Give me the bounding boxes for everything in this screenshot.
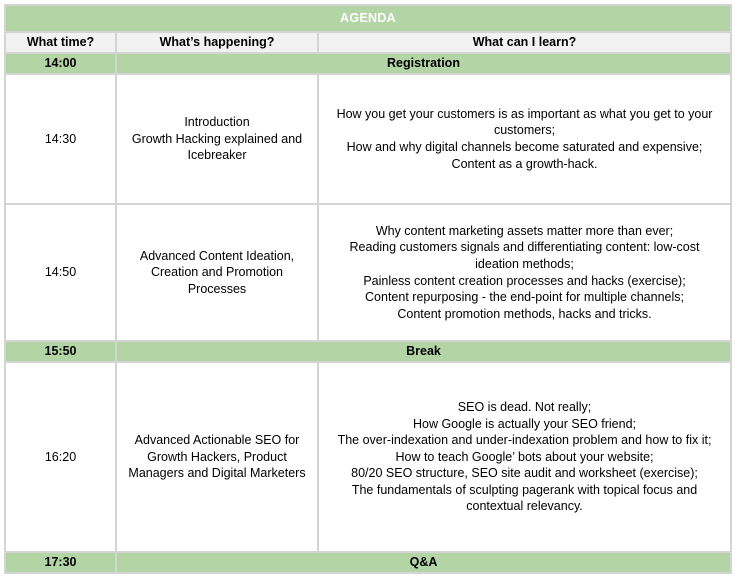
column-header-happening: What’s happening? bbox=[116, 32, 318, 53]
learn-cell bbox=[318, 74, 731, 204]
happening-line: Advanced Content Ideation, bbox=[139, 248, 295, 263]
learn-line: The fundamentals of sculpting pagerank with topical focus and bbox=[351, 482, 698, 497]
happening-line: Processes bbox=[187, 281, 247, 296]
learn-cell bbox=[318, 362, 731, 552]
session-row-content bbox=[5, 204, 731, 341]
learn-line: Reading customers signals and differentiating content: low-cost bbox=[349, 240, 700, 255]
time-cell: 15:50 bbox=[5, 341, 116, 362]
learn-line: Content promotion methods, hacks and tricks. bbox=[397, 306, 652, 321]
band-row-registration bbox=[5, 53, 731, 74]
learn-line: SEO is dead. Not really; bbox=[457, 399, 592, 414]
session-row-seo bbox=[5, 362, 731, 552]
learn-line: Painless content creation processes and hacks (exercise); bbox=[363, 273, 686, 288]
learn-line: How and why digital channels become saturated and expensive; bbox=[346, 140, 703, 154]
time-cell: 14:30 bbox=[5, 74, 116, 204]
happening-line: Growth Hackers, Product bbox=[147, 449, 287, 464]
learn-line: The over-indexation and under-indexation problem and how to fix it; bbox=[337, 433, 712, 448]
learn-line: How you get your customers is as important as what you get to your bbox=[336, 106, 713, 121]
happening-line: Icebreaker bbox=[187, 148, 247, 163]
agenda-table bbox=[4, 4, 732, 574]
happening-line: Creation and Promotion bbox=[150, 265, 284, 280]
happening-cell bbox=[116, 74, 318, 204]
column-header-row bbox=[5, 32, 731, 53]
happening-line: Introduction bbox=[184, 115, 250, 130]
learn-line: Why content marketing assets matter more than ever; bbox=[375, 223, 674, 238]
title-row bbox=[5, 5, 731, 32]
learn-line: How to teach Google’ bots about your website; bbox=[395, 449, 654, 464]
learn-cell bbox=[318, 204, 731, 341]
learn-line: 80/20 SEO structure, SEO site audit and worksheet (exercise); bbox=[351, 466, 698, 481]
column-header-time: What time? bbox=[5, 32, 116, 53]
learn-line: contextual relevancy. bbox=[466, 499, 583, 514]
column-header-learn: What can I learn? bbox=[318, 32, 731, 53]
happening-line: Managers and Digital Marketers bbox=[128, 466, 306, 481]
happening-cell bbox=[116, 204, 318, 341]
learn-line: customers; bbox=[493, 123, 556, 138]
happening-line: Growth Hacking explained and bbox=[131, 131, 303, 146]
happening-cell bbox=[116, 362, 318, 552]
session-row-introduction bbox=[5, 74, 731, 204]
learn-line: ideation methods; bbox=[475, 256, 574, 271]
happening-line: Advanced Actionable SEO for bbox=[134, 433, 300, 448]
band-label: Q&A bbox=[116, 552, 731, 573]
time-cell: 14:50 bbox=[5, 204, 116, 341]
time-cell: 16:20 bbox=[5, 362, 116, 552]
band-row-break bbox=[5, 341, 731, 362]
learn-line: Content as a growth-hack. bbox=[451, 156, 598, 171]
band-row-qa bbox=[5, 552, 731, 573]
learn-line: Content repurposing - the end-point for multiple channels; bbox=[365, 290, 684, 305]
time-cell: 14:00 bbox=[5, 53, 116, 74]
time-cell: 17:30 bbox=[5, 552, 116, 573]
band-label: Break bbox=[116, 341, 731, 362]
agenda-title: AGENDA bbox=[5, 5, 731, 32]
band-label: Registration bbox=[116, 53, 731, 74]
learn-line: How Google is actually your SEO friend; bbox=[412, 416, 637, 431]
